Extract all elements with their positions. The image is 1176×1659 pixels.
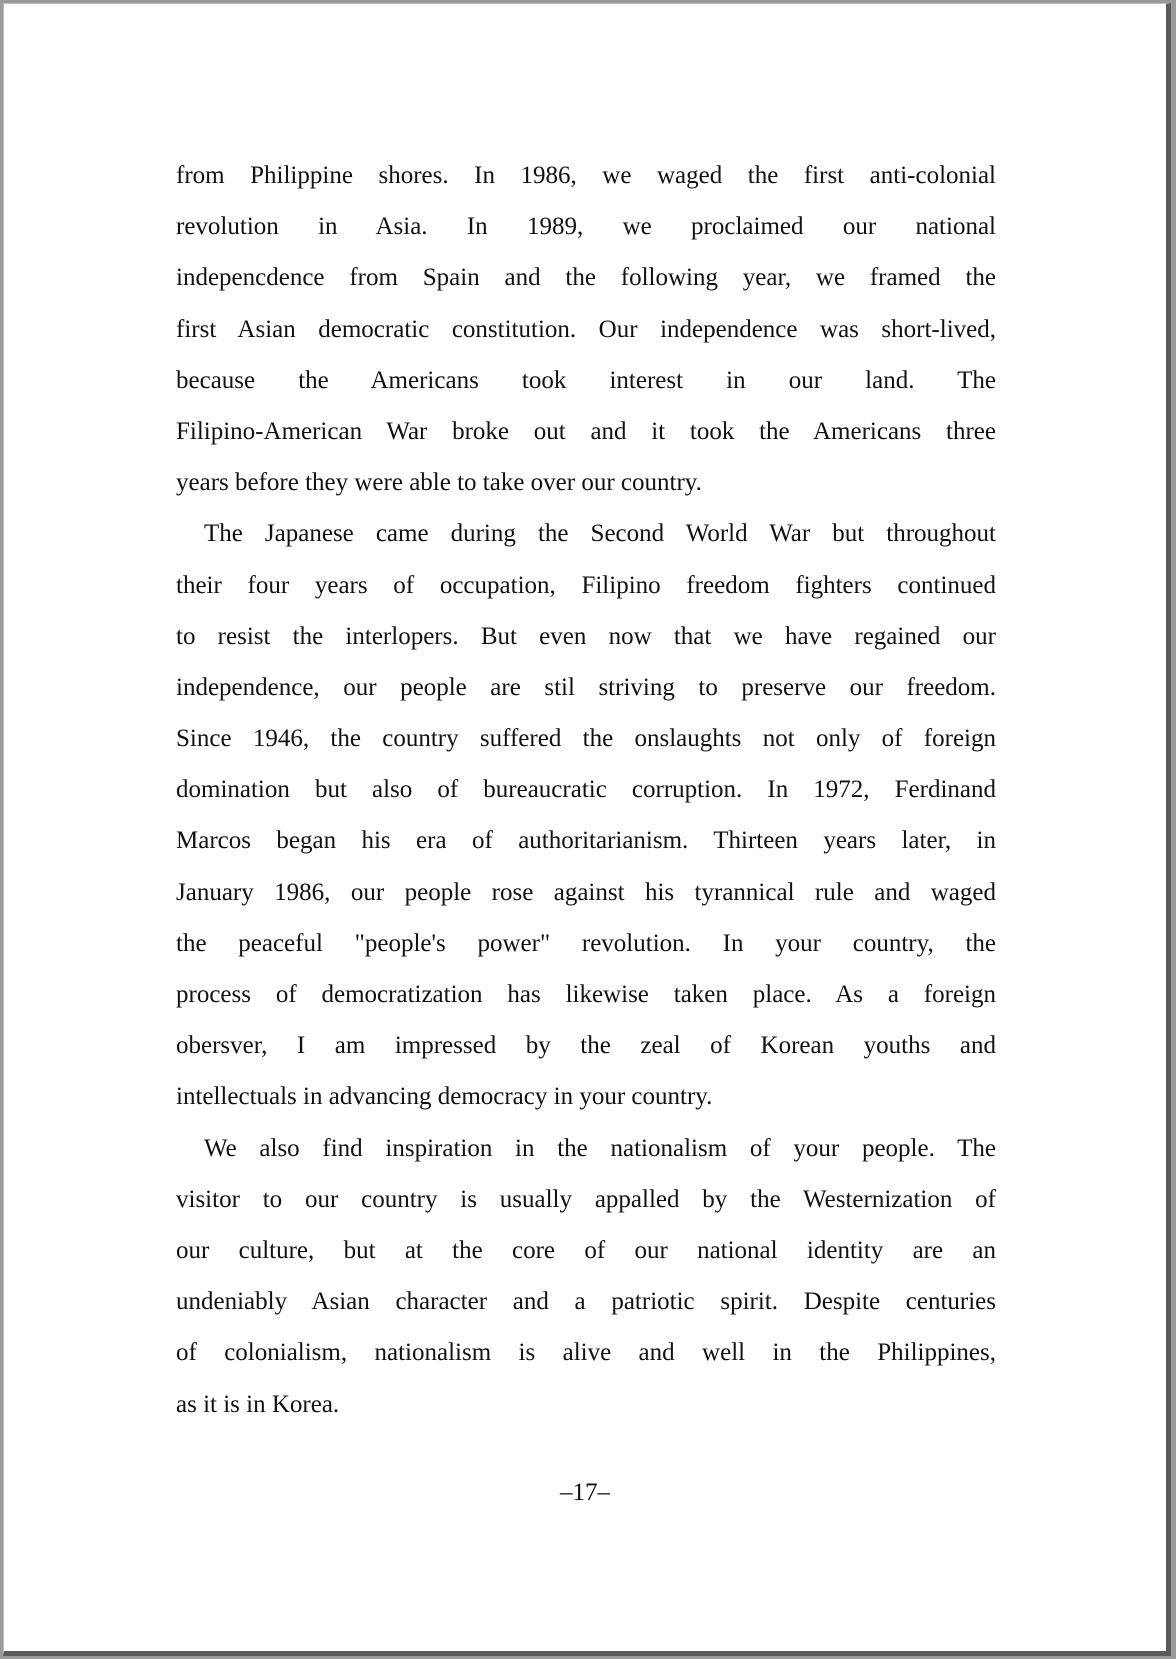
text-line: our culture, but at the core of our national identity are an [176, 1236, 996, 1264]
text-line: first Asian democratic constitution. Our independence was short-lived, [176, 315, 996, 343]
document-page [3, 3, 1171, 1656]
text-line: domination but also of bureaucratic corruption. In 1972, Ferdinand [176, 776, 996, 804]
text-line: process of democratization has likewise taken place. As a foreign [176, 981, 996, 1008]
text-line: Since 1946, the country suffered the onslaughts not only of foreign [176, 725, 996, 753]
paragraph [176, 508, 996, 1122]
text-line: the peaceful "people's power" revolution. In your country, the [176, 929, 996, 957]
text-line: their four years of occupation, Filipino freedom fighters continued [176, 571, 996, 599]
text-line: because the Americans took interest in our land. The [176, 366, 996, 394]
text-line: of colonialism, nationalism is alive and well in the Philippines, [176, 1339, 996, 1367]
text-line: independence, our people are stil striving to preserve our freedom. [176, 673, 996, 701]
text-line: obersver, I am impressed by the zeal of Korean youths and [176, 1032, 996, 1060]
text-line: to resist the interlopers. But even now that we have regained our [176, 622, 996, 650]
text-line: indepencdence from Spain and the following year, we framed the [176, 264, 996, 292]
page-number: –17– [560, 1479, 610, 1506]
text-line: from Philippine shores. In 1986, we waged the first anti-colonial [176, 162, 996, 189]
text-line: visitor to our country is usually appalled by the Westernization of [176, 1185, 996, 1213]
text-line: We also find inspiration in the nationalism of your people. The [204, 1134, 996, 1162]
text-line: intellectuals in advancing democracy in your country. [176, 1083, 713, 1111]
paragraph [176, 1123, 996, 1430]
text-line: January 1986, our people rose against his tyrannical rule and waged [176, 878, 996, 906]
text-line: as it is in Korea. [176, 1390, 340, 1418]
body-text [176, 150, 996, 1430]
text-line: undeniably Asian character and a patriotic spirit. Despite centuries [176, 1288, 996, 1316]
paragraph [176, 150, 996, 508]
text-line: years before they were able to take over our country. [176, 469, 702, 497]
text-line: Marcos began his era of authoritarianism. Thirteen years later, in [176, 827, 996, 855]
text-line: revolution in Asia. In 1989, we proclaimed our national [176, 213, 996, 241]
text-line: The Japanese came during the Second World War but throughout [204, 520, 996, 548]
text-line: Filipino-American War broke out and it took the Americans three [176, 417, 996, 445]
